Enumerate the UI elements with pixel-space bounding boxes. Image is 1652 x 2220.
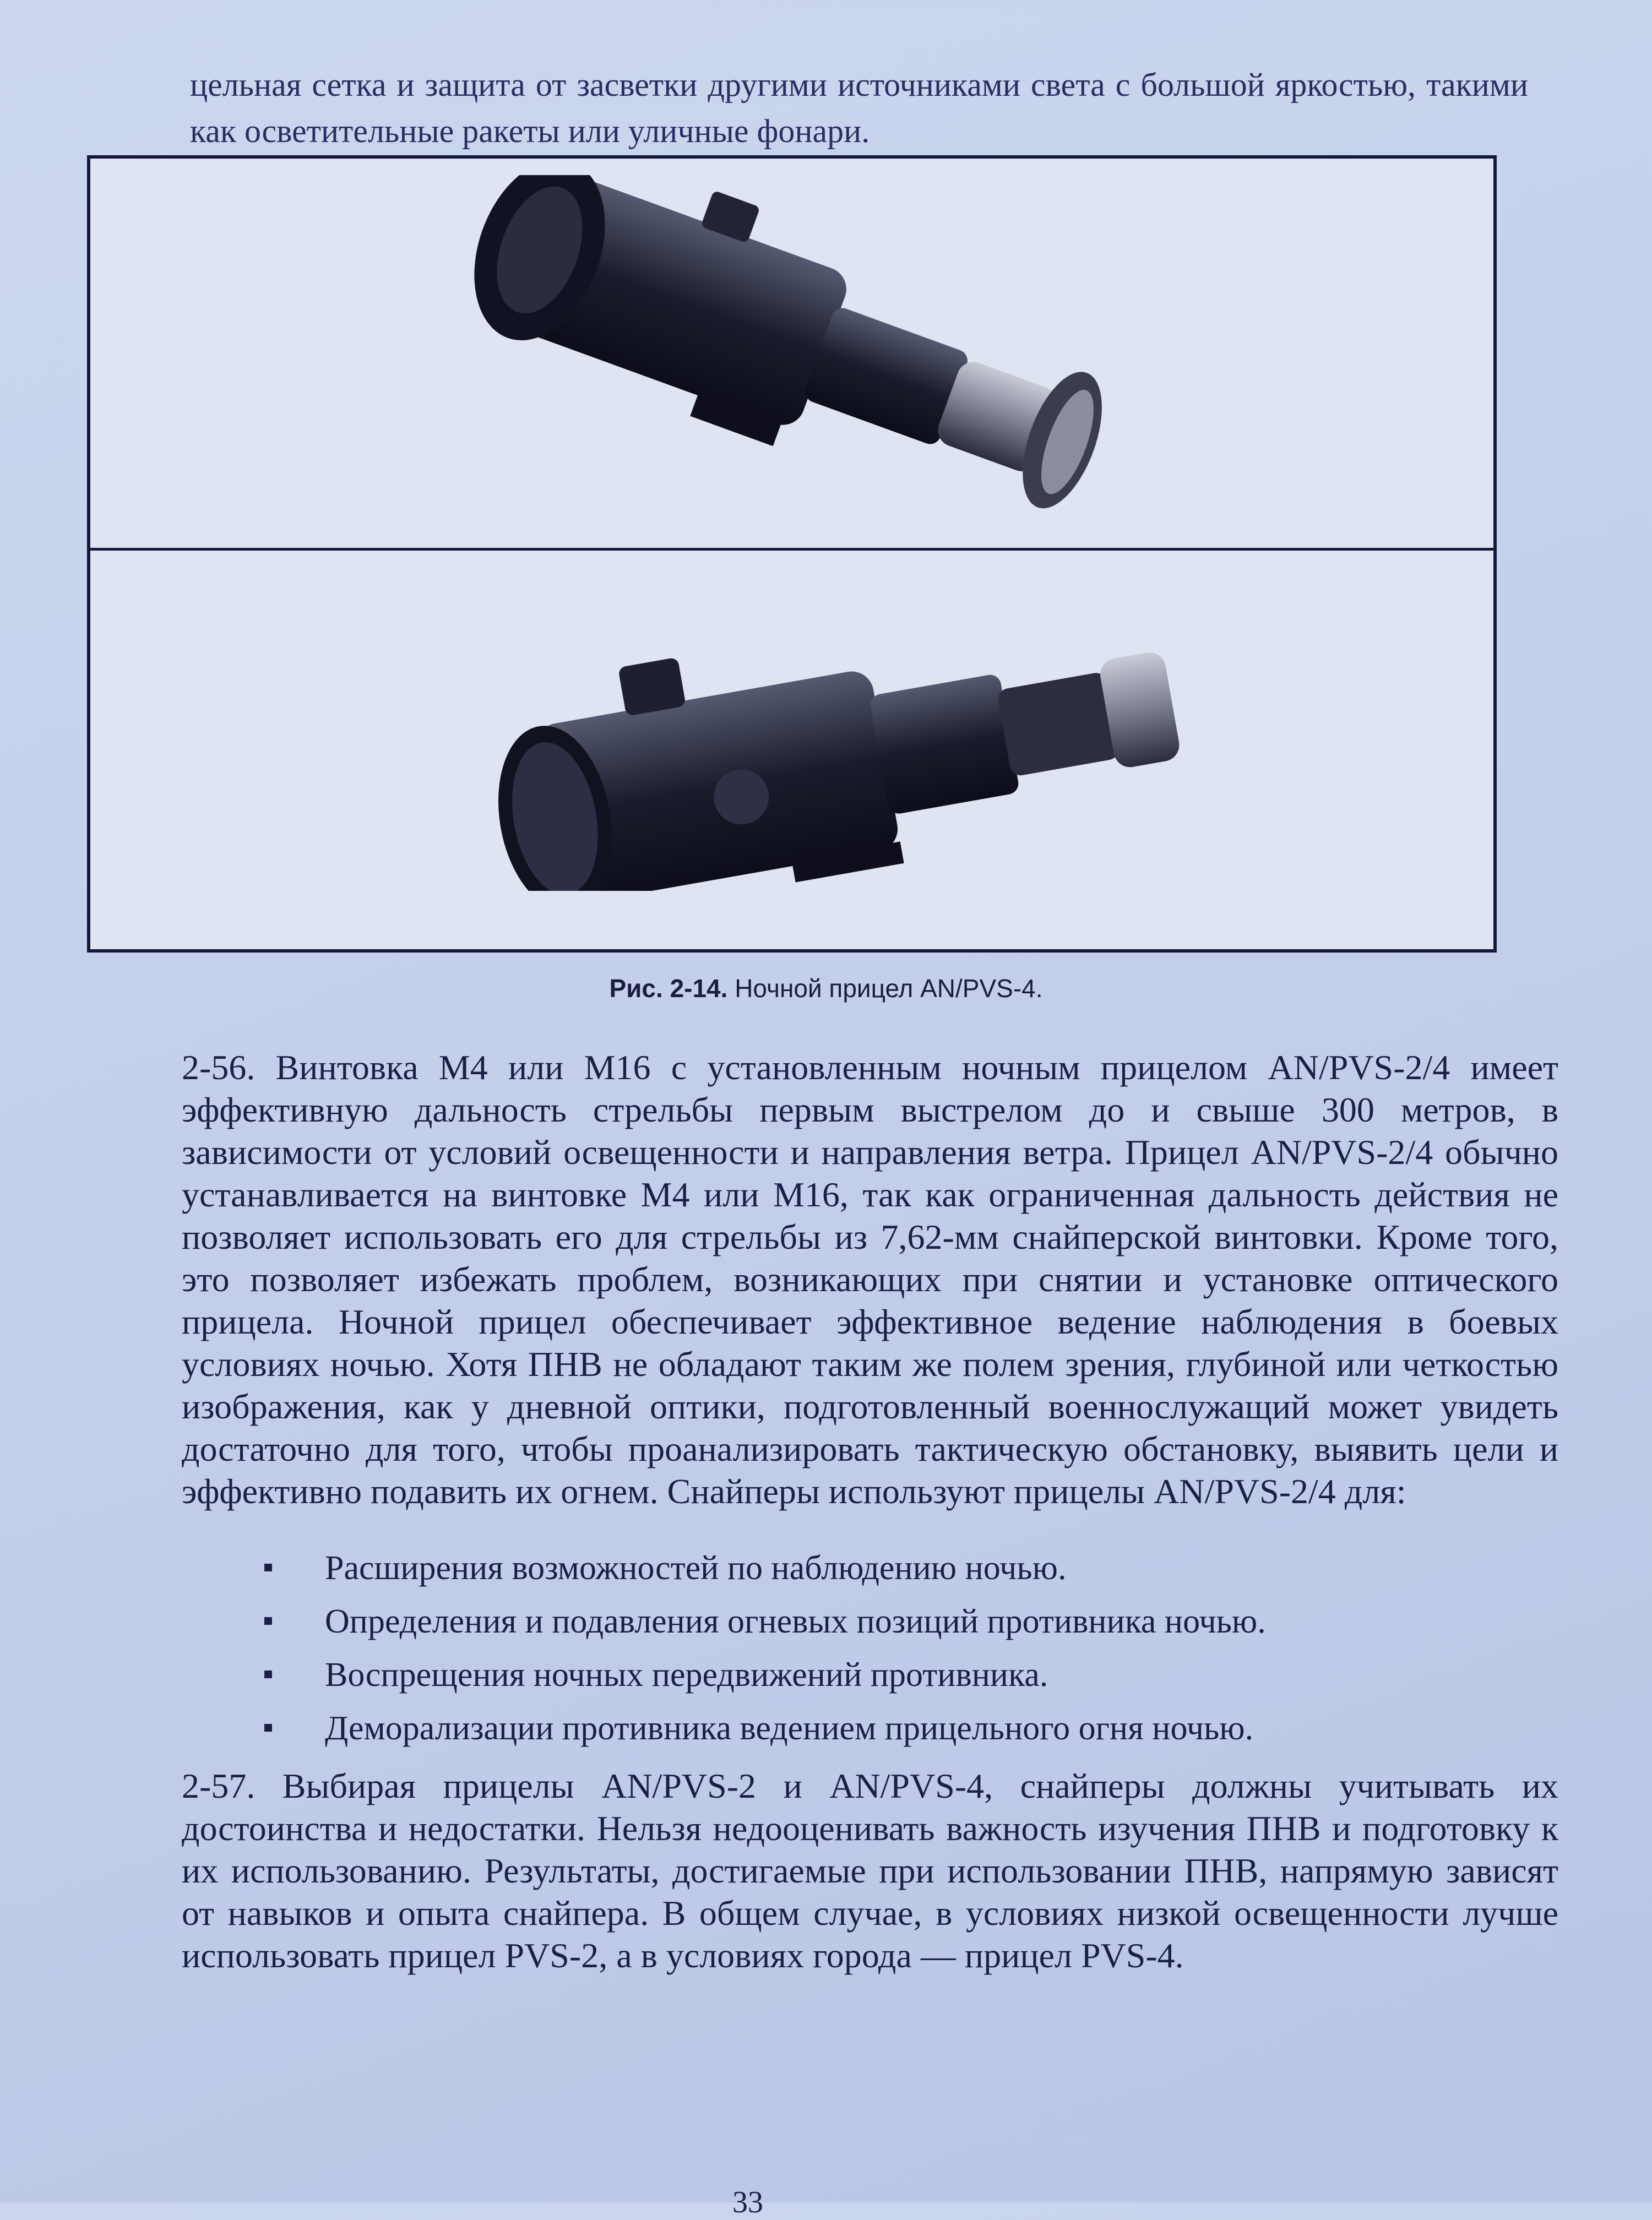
bullet-list (264, 1542, 1266, 1755)
page-number: 33 (732, 2185, 763, 2219)
paragraph-2-56: 2-56. Винтовка M4 или M16 с установленным ночным прицелом AN/PVS-2/4 имеет эффективную дальность стрельбы первым выстрелом до и свыше 300 метров, в зависимости от условий освещенности и направления ветра. Прицел AN/PVS-2/4 обычно устанавливается на винтовке M4 или M16, так как ограниченная дальность действия не позволяет использовать его для стрельбы из 7,62-мм снайперской винтовки. Кроме того, это позволяет избежать проблем, возникающих при снятии и установке оптического прицела. Ночной прицел обеспечивает эффективное ведение наблюдения в боевых условиях ночью. Хотя ПНВ не обладают таким же полем зрения, глубиной или четкостью изображения, как у дневной оптики, подготовленный военнослужащий может увидеть достаточно для того, чтобы проанализировать тактическую обстановку, выявить цели и эффективно подавить их огнем. Снайперы используют прицелы AN/PVS-2/4 для: (182, 1048, 1558, 1511)
caption-text: Ночной прицел AN/PVS-4. (727, 974, 1043, 1003)
list-item (264, 1542, 1266, 1595)
figure-divider (90, 548, 1493, 551)
top-paragraph-continuation: цельная сетка и защита от засветки другими источниками света с большой яркостью, такими как осветительные ракеты или уличные фонари. (190, 67, 1528, 149)
list-item-text: Определения и подавления огневых позиций противника ночью. (325, 1603, 1266, 1640)
bullet-icon (264, 1724, 272, 1732)
bullet-icon (264, 1617, 272, 1625)
figure-2-14 (87, 155, 1497, 953)
list-item (264, 1648, 1266, 1702)
night-scope-photo-angled (432, 175, 1230, 538)
bullet-icon (264, 1671, 272, 1678)
bullet-icon (264, 1564, 272, 1571)
paragraph-2-57: 2-57. Выбирая прицелы AN/PVS-2 и AN/PVS-4, снайперы должны учитывать их достоинства и недостатки. Нельзя недооценивать важность изучения ПНВ и подготовку к их использованию. Результаты, достигаемые при использовании ПНВ, напрямую зависят от навыков и опыта снайпера. В общем случае, в условиях низкой освещенности лучше использовать прицел PVS-2, а в условиях города — прицел PVS-4. (182, 1766, 1558, 1975)
list-item-text: Деморализации противника ведением прицельного огня ночью. (325, 1710, 1254, 1747)
list-item-text: Воспрещения ночных передвижений противника. (325, 1656, 1048, 1694)
figure-caption (0, 973, 1652, 1003)
list-item (264, 1595, 1266, 1648)
list-item (264, 1702, 1266, 1755)
list-item-text: Расширения возможностей по наблюдению ночью. (325, 1549, 1067, 1587)
night-scope-photo-side (476, 605, 1247, 891)
caption-label: Рис. 2-14. (609, 974, 728, 1003)
